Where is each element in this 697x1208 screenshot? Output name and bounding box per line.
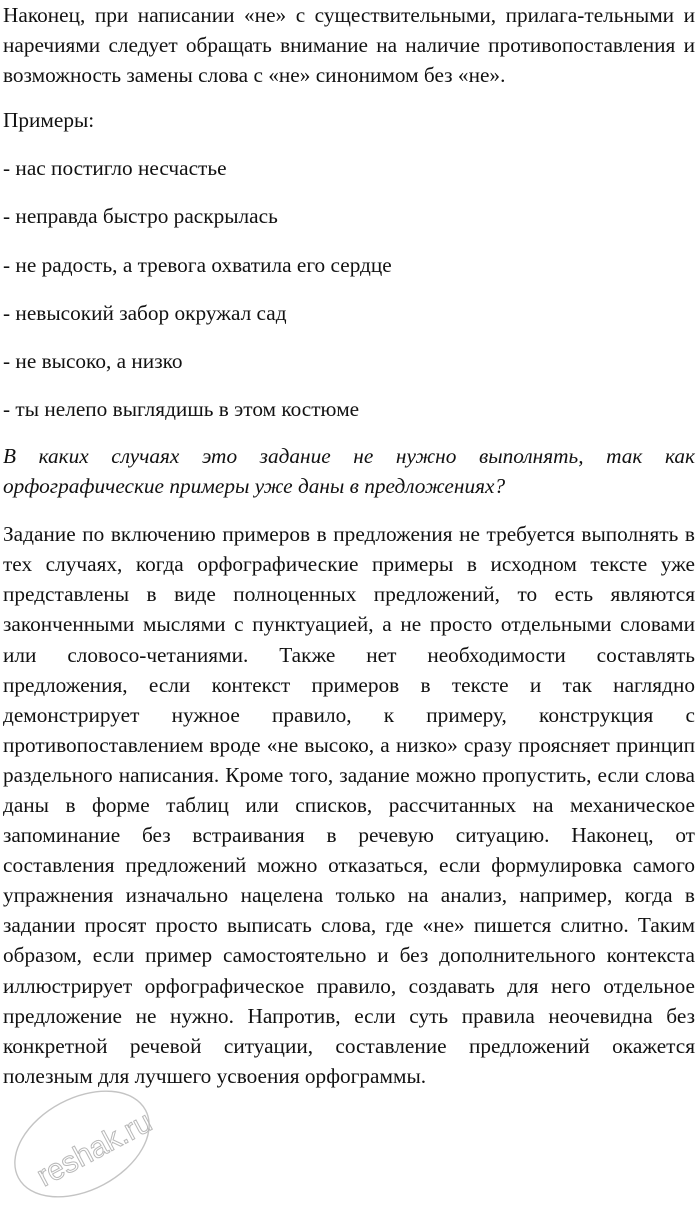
document-page: [3, 0, 695, 1091]
list-item: - невысокий забор окружал сад: [3, 300, 287, 325]
question-paragraph: В каких случаях это задание не нужно выполнять, так как орфографические примеры уже даны в предложениях?: [3, 443, 695, 499]
examples-label: Примеры:: [3, 108, 95, 133]
example-list: [3, 153, 695, 424]
answer-paragraph: Задание по включению примеров в предложения не требуется выполнять в тех случаях, когда орфографические примеры в исходном тексте уже представлены в виде полноценных предложений, то есть являются законченными мыслями с пунктуацией, а не просто отдельными словами или словосо-четаниями. Также нет необходимости составлять предложения, если контекст примеров в тексте и так наглядно демонстрирует нужное правило, к примеру, конструкция с противопоставлением вроде «не высоко, а низко» сразу проясняет принцип раздельного написания. Кроме того, задание можно пропустить, если слова даны в форме таблиц или списков, рассчитанных на механическое запоминание без встраивания в речевую ситуацию. Наконец, от составления предложений можно отказаться, если формулировка самого упражнения изначально нацелена только на анализ, например, когда в задании просят просто выписать слова, где «не» пишется слитно. Таким образом, если пример самостоятельно и без дополнительного контекста иллюстрирует орфографическое правило, создавать для него отдельное предложение не нужно. Напротив, если суть правила неочевидна без конкретной речевой ситуации, составление предложений окажется полезным для лучшего усвоения орфограммы.: [3, 522, 695, 1088]
list-item: - не радость, а тревога охватила его сердце: [3, 252, 392, 277]
list-item: - не высоко, а низко: [3, 348, 183, 373]
watermark-text: reshak.ru: [31, 1105, 158, 1194]
intro-paragraph: Наконец, при написании «не» с существительными, прилага-тельными и наречиями следует обращать внимание на наличие противопоставления и возможность замены слова с «не» синонимом без «не».: [3, 3, 695, 88]
list-item: - ты нелепо выглядишь в этом костюме: [3, 396, 360, 421]
list-item: - неправда быстро раскрылась: [3, 204, 278, 229]
list-item: - нас постигло несчастье: [3, 156, 227, 181]
watermark-graphic: [2, 1082, 172, 1202]
watermark-logo: [2, 1082, 172, 1202]
